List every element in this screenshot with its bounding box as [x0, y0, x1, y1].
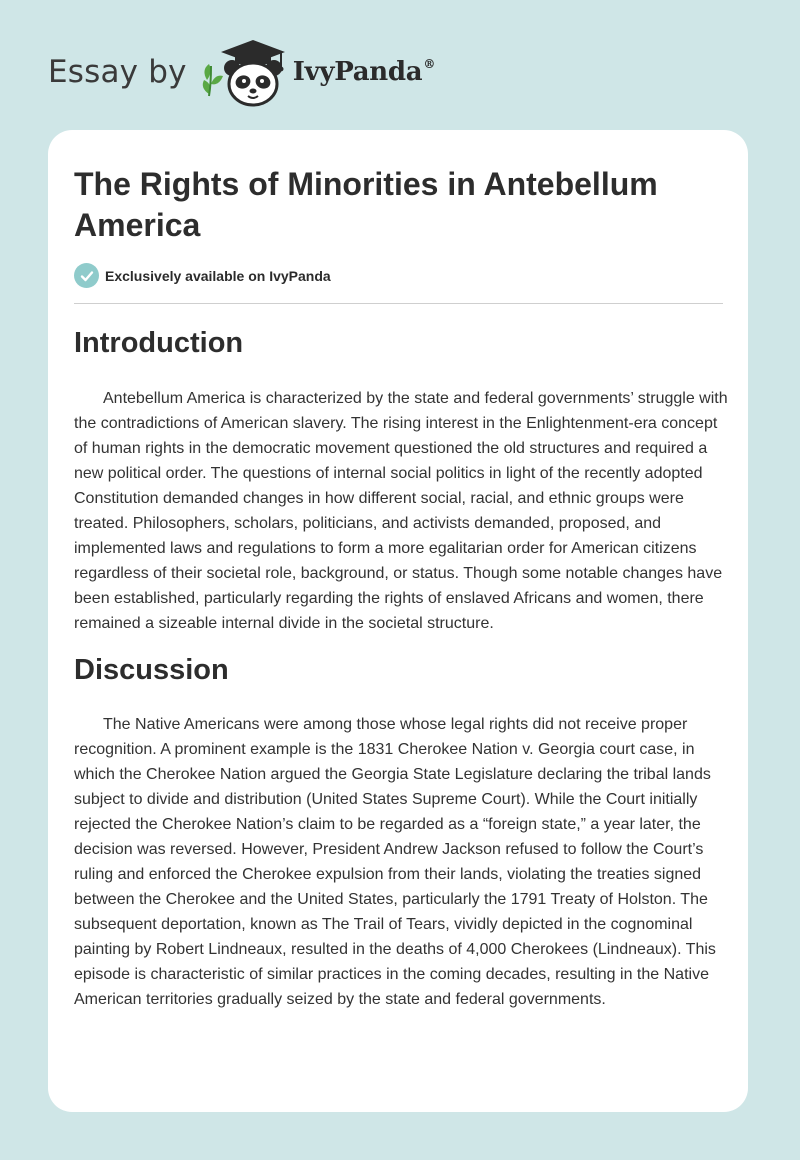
badge-text: Exclusively available on IvyPanda — [105, 267, 331, 284]
section-body-introduction: Antebellum America is characterized by the state and federal governments’ struggle with the contradictions of American slavery. The rising interest in the Enlightenment-era concept of human rights in the democratic movement questioned the old structures and required a new political order. The questions of internal social politics in light of the recently adopted Constitution demanded changes in how different social, racial, and ethnic groups were treated. Philosophers, scholars, politicians, and activists demanded, proposed, and implemented laws and regulations to form a more egalitarian order for American citizens regardless of their societal role, background, or status. Though some notable changes have been established, particularly regarding the rights of enslaved Africans and women, there remained a sizeable internal divide in the societal structure. — [74, 390, 728, 632]
essay-card — [48, 130, 748, 1112]
brand-name-text: IvyPanda — [292, 57, 423, 87]
essay-title: The Rights of Minorities in Antebellum America — [74, 166, 658, 243]
section-body-discussion: The Native Americans were among those whose legal rights did not receive proper recognition. A prominent example is the 1831 Cherokee Nation v. Georgia court case, in which the Cherokee Nation argued the Georgia State Legislature declaring the tribal lands subject to divide and distribution (United States Supreme Court). While the Court initially rejected the Cherokee Nation’s claim to be regarded as a “foreign state,” a year later, the decision was reversed. However, President Andrew Jackson refused to follow the Court’s ruling and enforced the Cherokee expulsion from their lands, violating the treaties signed between the Cherokee and the United States, particularly the 1791 Treaty of Holston. The subsequent deportation, known as The Trail of Tears, vividly depicted in the cognominal painting by Robert Lindneaux, resulted in the deaths of 4,000 Cherokees (Lindneaux). This episode is characteristic of similar practices in the coming decades, resulting in the Native American territories gradually seized by the state and federal governments. — [74, 716, 716, 1008]
title-divider — [74, 303, 723, 304]
registered-mark: ® — [423, 57, 436, 71]
brand-name — [293, 57, 435, 87]
panda-logo-icon — [199, 36, 291, 108]
check-icon — [74, 263, 99, 288]
section-heading-introduction: Introduction — [74, 327, 244, 359]
brand-prefix: Essay by — [48, 54, 187, 90]
section-heading-discussion: Discussion — [74, 654, 229, 686]
exclusive-badge — [74, 263, 331, 288]
brand-header — [48, 36, 435, 108]
